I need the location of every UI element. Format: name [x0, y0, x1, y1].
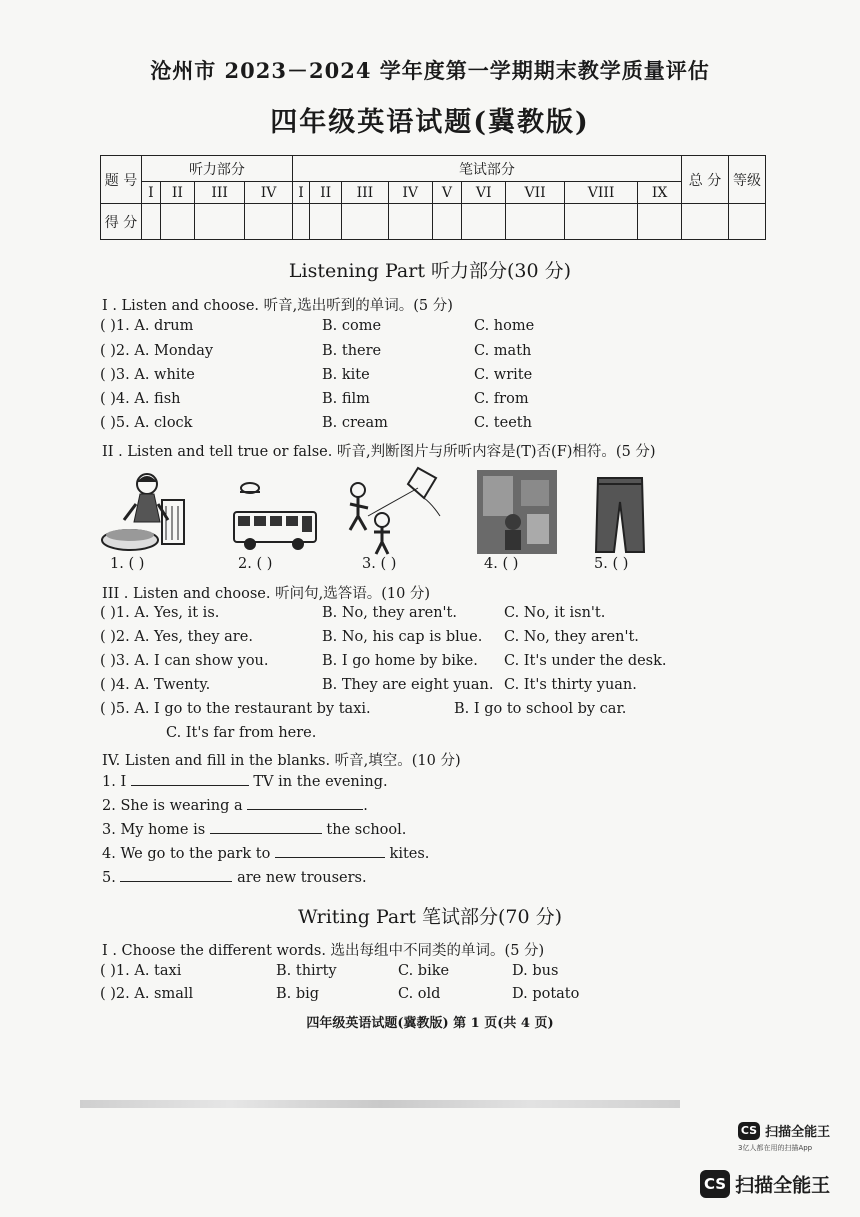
- wpart1-item-1-a[interactable]: ( )1. A. taxi: [100, 963, 182, 979]
- brand-name: 扫描全能王: [735, 1174, 831, 1197]
- score-label: 得 分: [101, 204, 142, 240]
- part3-item-4-b[interactable]: B. They are eight yuan.: [322, 677, 494, 693]
- exam-title: 沧州市 2023－2024 学年度第一学期期末教学质量评估: [150, 58, 710, 83]
- part2-label-3[interactable]: 3. ( ): [362, 556, 397, 572]
- col-header: IX: [638, 182, 682, 204]
- wpart1-item-2-a[interactable]: ( )2. A. small: [100, 986, 194, 1002]
- part3-item-3-c[interactable]: C. It's under the desk.: [504, 653, 667, 669]
- writing-heading: Writing Part 笔试部分(70 分): [297, 906, 563, 928]
- total-header: 总 分: [682, 156, 729, 204]
- fill-item-3: [102, 821, 406, 838]
- fill-item-5: [102, 869, 367, 886]
- part3-item-5-c[interactable]: C. It's far from here.: [166, 725, 317, 741]
- score-cell[interactable]: [506, 204, 565, 240]
- score-cell[interactable]: [564, 204, 637, 240]
- score-cell[interactable]: [638, 204, 682, 240]
- part3-item-1-c[interactable]: C. No, it isn't.: [504, 605, 606, 621]
- score-cell[interactable]: [195, 204, 245, 240]
- col-header: VI: [462, 182, 506, 204]
- photo-picture: [477, 470, 557, 554]
- score-cell[interactable]: [462, 204, 506, 240]
- grade-header: 等级: [729, 156, 766, 204]
- cs-logo-icon: CS: [700, 1170, 730, 1198]
- score-table: [100, 155, 766, 240]
- writing-header: 笔试部分: [292, 156, 681, 182]
- part3-item-1-b[interactable]: B. No, they aren't.: [322, 605, 457, 621]
- part3-item-4-c[interactable]: C. It's thirty yuan.: [504, 677, 637, 693]
- col-header: IV: [245, 182, 293, 204]
- part3-item-3-a[interactable]: ( )3. A. I can show you.: [100, 653, 269, 669]
- bus-picture: [228, 478, 322, 552]
- col-header: II: [160, 182, 194, 204]
- part3-item-4-a[interactable]: ( )4. A. Twenty.: [100, 677, 211, 693]
- part2-label-5[interactable]: 5. ( ): [594, 556, 629, 572]
- part3-item-2-c[interactable]: C. No, they aren't.: [504, 629, 639, 645]
- part1-item-1-c[interactable]: C. home: [474, 318, 535, 334]
- fill-item-post: .: [363, 798, 368, 814]
- part3-item-1-a[interactable]: ( )1. A. Yes, it is.: [100, 605, 220, 621]
- scanner-watermark-large: [700, 1170, 830, 1198]
- part1-item-4-b[interactable]: B. film: [322, 391, 370, 407]
- listening-heading: Listening Part 听力部分(30 分): [288, 260, 572, 282]
- washing-clothes-picture: [100, 470, 194, 556]
- col-header: III: [342, 182, 389, 204]
- scanner-watermark-small: [738, 1120, 830, 1153]
- fill-item-post: kites.: [389, 846, 430, 862]
- part1-item-1-b[interactable]: B. come: [322, 318, 382, 334]
- page-footer: 四年级英语试题(冀教版) 第 1 页(共 4 页): [306, 1016, 554, 1031]
- part3-item-2-b[interactable]: B. No, his cap is blue.: [322, 629, 483, 645]
- score-cell[interactable]: [142, 204, 161, 240]
- score-cell[interactable]: [160, 204, 194, 240]
- col-header: I: [292, 182, 309, 204]
- fill-item-pre: 2. She is wearing a: [102, 798, 243, 814]
- wpart1-item-1-b[interactable]: B. thirty: [276, 963, 337, 979]
- score-cell[interactable]: [342, 204, 389, 240]
- part1-item-1-a[interactable]: ( )1. A. drum: [100, 318, 194, 334]
- trousers-picture: [594, 476, 646, 554]
- col-header: VIII: [564, 182, 637, 204]
- listening-header: 听力部分: [142, 156, 293, 182]
- score-cell[interactable]: [310, 204, 342, 240]
- part2-label-1[interactable]: 1. ( ): [110, 556, 145, 572]
- part4-instruction: IV. Listen and fill in the blanks. 听音,填空。(10 分): [102, 753, 461, 769]
- part1-item-4-a[interactable]: ( )4. A. fish: [100, 391, 181, 407]
- brand-name: 扫描全能王: [765, 1125, 831, 1140]
- col-header: IV: [388, 182, 432, 204]
- fill-item-pre: 5.: [102, 870, 116, 886]
- col-header: V: [432, 182, 461, 204]
- col-header: II: [310, 182, 342, 204]
- scan-artifact: [80, 1100, 680, 1108]
- part3-item-2-a[interactable]: ( )2. A. Yes, they are.: [100, 629, 253, 645]
- part3-item-3-b[interactable]: B. I go home by bike.: [322, 653, 478, 669]
- wpart1-item-2-c[interactable]: C. old: [398, 986, 441, 1002]
- fill-item-1: [102, 773, 388, 790]
- wpart1-item-2-d[interactable]: D. potato: [512, 986, 580, 1002]
- part1-item-2-a[interactable]: ( )2. A. Monday: [100, 343, 214, 359]
- score-cell[interactable]: [729, 204, 766, 240]
- wpart1-item-2-b[interactable]: B. big: [276, 986, 320, 1002]
- part1-item-5-c[interactable]: C. teeth: [474, 415, 532, 431]
- answer-blank[interactable]: [247, 797, 363, 810]
- fill-item-pre: 4. We go to the park to: [102, 846, 271, 862]
- exam-subtitle: 四年级英语试题(冀教版): [270, 107, 590, 138]
- fill-item-post: TV in the evening.: [253, 774, 388, 790]
- score-cell[interactable]: [292, 204, 309, 240]
- part3-instruction: III . Listen and choose. 听问句,选答语。(10 分): [102, 586, 431, 602]
- score-cell[interactable]: [682, 204, 729, 240]
- fill-item-pre: 1. I: [102, 774, 127, 790]
- col-header: I: [142, 182, 161, 204]
- col-header: III: [195, 182, 245, 204]
- part1-item-5-b[interactable]: B. cream: [322, 415, 388, 431]
- part3-item-5-b[interactable]: B. I go to school by car.: [454, 701, 627, 717]
- fill-item-2: [102, 797, 368, 814]
- part2-instruction: II . Listen and tell true or false. 听音,判断图片与所听内容是(T)否(F)相符。(5 分): [102, 444, 656, 460]
- part1-item-3-b[interactable]: B. kite: [322, 367, 370, 383]
- col-header: VII: [506, 182, 565, 204]
- part3-item-5-a[interactable]: ( )5. A. I go to the restaurant by taxi.: [100, 701, 371, 717]
- fill-item-4: [102, 845, 429, 862]
- wpart1-item-1-c[interactable]: C. bike: [398, 963, 450, 979]
- kite-flying-picture: [340, 464, 450, 556]
- answer-blank[interactable]: [275, 845, 385, 858]
- part1-item-3-c[interactable]: C. write: [474, 367, 533, 383]
- wpart1-item-1-d[interactable]: D. bus: [512, 963, 559, 979]
- part1-item-2-b[interactable]: B. there: [322, 343, 382, 359]
- fill-item-post: are new trousers.: [237, 870, 367, 886]
- cs-logo-icon: CS: [738, 1122, 760, 1140]
- score-cell[interactable]: [388, 204, 432, 240]
- answer-blank[interactable]: [210, 821, 322, 834]
- part1-item-4-c[interactable]: C. from: [474, 391, 529, 407]
- part2-label-2[interactable]: 2. ( ): [238, 556, 273, 572]
- score-cell[interactable]: [432, 204, 461, 240]
- score-cell[interactable]: [245, 204, 293, 240]
- row-label: 题 号: [101, 156, 142, 204]
- part2-label-4[interactable]: 4. ( ): [484, 556, 519, 572]
- brand-tagline: 3亿人都在用的扫描App: [738, 1144, 813, 1152]
- answer-blank[interactable]: [120, 869, 232, 882]
- wpart1-instruction: I . Choose the different words. 选出每组中不同类的单词。(5 分): [102, 943, 545, 959]
- answer-blank[interactable]: [131, 773, 249, 786]
- part1-item-2-c[interactable]: C. math: [474, 343, 532, 359]
- part1-item-3-a[interactable]: ( )3. A. white: [100, 367, 195, 383]
- fill-item-pre: 3. My home is: [102, 822, 206, 838]
- part1-instruction: I . Listen and choose. 听音,选出听到的单词。(5 分): [102, 298, 453, 314]
- fill-item-post: the school.: [326, 822, 407, 838]
- part1-item-5-a[interactable]: ( )5. A. clock: [100, 415, 193, 431]
